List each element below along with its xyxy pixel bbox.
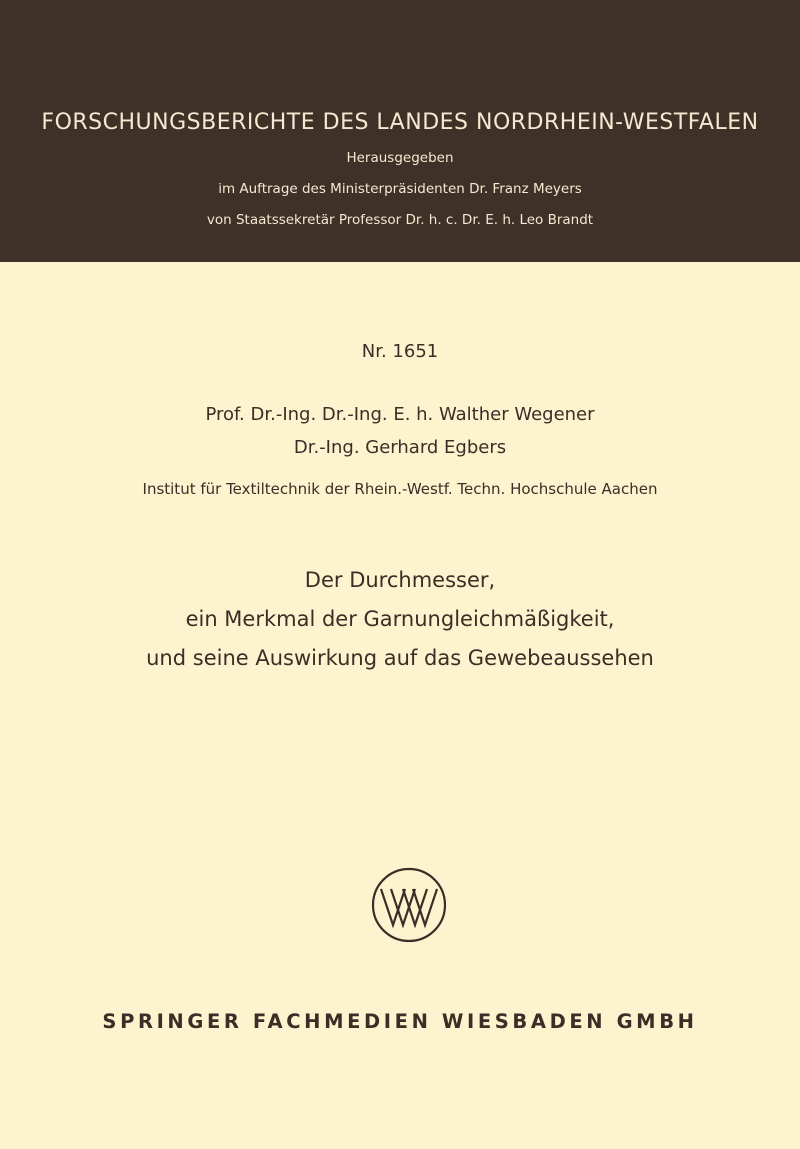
report-number: Nr. 1651 <box>361 341 439 362</box>
author-2: Dr.-Ing. Gerhard Egbers <box>293 437 507 458</box>
institute: Institut für Textiltechnik der Rhein.-Westf. Techn. Hochschule Aachen <box>142 480 658 498</box>
title-line-3: und seine Auswirkung auf das Gewebeaussehen <box>146 646 654 670</box>
editor-line-3: von Staatssekretär Professor Dr. h. c. Dr. E. h. Leo Brandt <box>206 212 594 228</box>
editor-line-1: Herausgegeben <box>346 150 454 166</box>
series-title: FORSCHUNGSBERICHTE DES LANDES NORDRHEIN-WESTFALEN <box>41 110 759 135</box>
title-line-1: Der Durchmesser, <box>304 568 496 592</box>
author-1: Prof. Dr.-Ing. Dr.-Ing. E. h. Walther Wegener <box>205 404 595 425</box>
publisher-logo-icon <box>371 867 447 943</box>
title-line-2: ein Merkmal der Garnungleichmäßigkeit, <box>185 607 615 631</box>
publisher-name: SPRINGER FACHMEDIEN WIESBADEN GMBH <box>102 1010 698 1033</box>
header-band <box>0 0 800 262</box>
editor-line-2: im Auftrage des Ministerpräsidenten Dr. Franz Meyers <box>218 181 582 197</box>
